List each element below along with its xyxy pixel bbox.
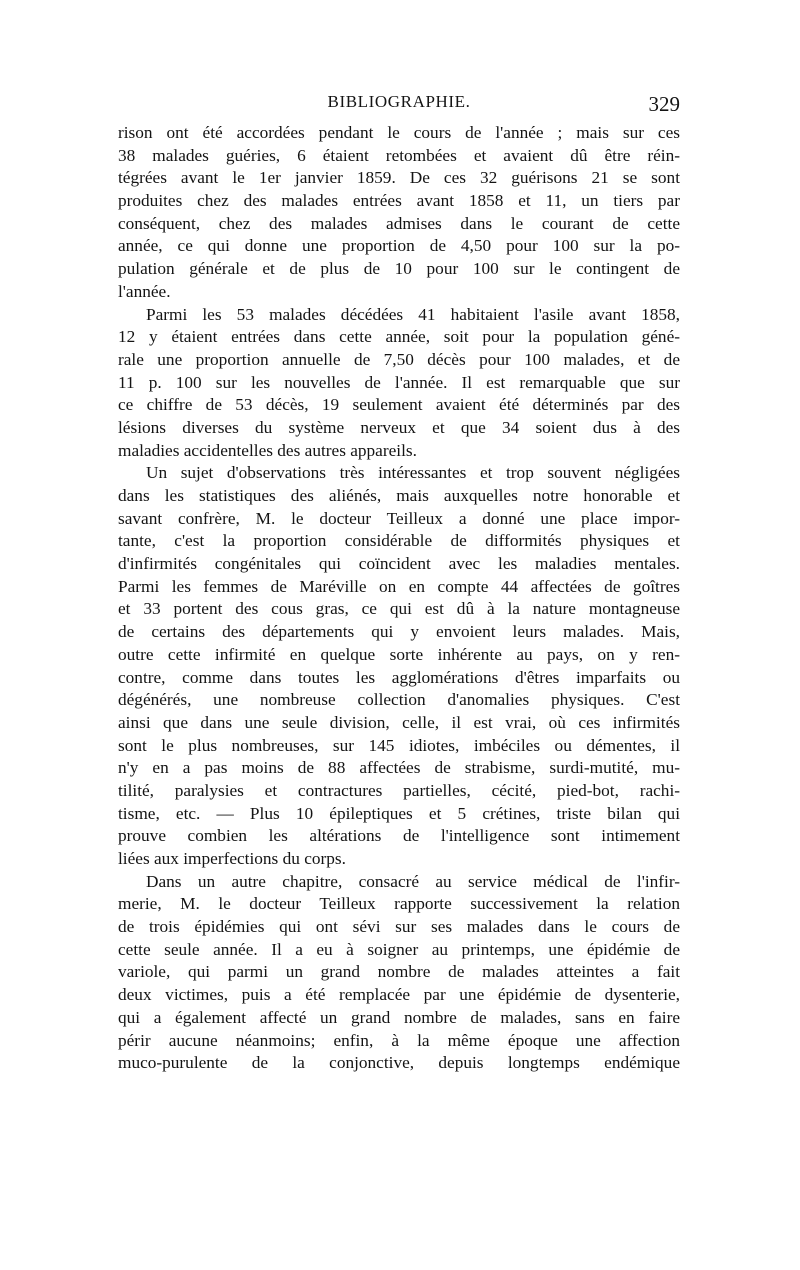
- text-line: outre cette infirmité en quelque sorte inhérente au pays, on y ren-: [118, 644, 680, 664]
- text-line: année, ce qui donne une proportion de 4,50 pour 100 sur la po-: [118, 236, 680, 256]
- text-line: tante, c'est la proportion considérable de difformités physiques et: [118, 531, 680, 551]
- text-line: prouve combien les altérations de l'intelligence sont intimement: [118, 826, 680, 846]
- text-line: 12 y étaient entrées dans cette année, soit pour la population géné-: [118, 327, 680, 347]
- text-line: merie, M. le docteur Teilleux rapporte successivement la relation: [118, 894, 680, 914]
- text-line: sont le plus nombreuses, sur 145 idiotes, imbéciles ou démentes, il: [118, 735, 680, 755]
- text-line: maladies accidentelles des autres appareils.: [118, 440, 417, 460]
- body-text: [118, 122, 680, 1075]
- text-line: tisme, etc. — Plus 10 épileptiques et 5 crétines, triste bilan qui: [118, 803, 680, 823]
- text-line: contre, comme dans toutes les agglomérations d'êtres imparfaits ou: [118, 667, 680, 687]
- text-line: dans les statistiques des aliénés, mais auxquelles notre honorable et: [118, 486, 680, 505]
- text-line: savant confrère, M. le docteur Teilleux a donné une place impor-: [118, 508, 680, 528]
- text-line: rale une proportion annuelle de 7,50 décès pour 100 malades, et de: [118, 349, 680, 369]
- text-line: d'infirmités congénitales qui coïncident avec les maladies mentales.: [118, 554, 680, 574]
- text-line: deux victimes, puis a été remplacée par une épidémie de dysenterie,: [118, 985, 680, 1005]
- text-line: périr aucune néanmoins; enfin, à la même époque une affection: [118, 1030, 680, 1050]
- text-line: 11 p. 100 sur les nouvelles de l'année. Il est remarquable que sur: [118, 372, 680, 392]
- text-line: variole, qui parmi un grand nombre de malades atteintes a fait: [118, 962, 680, 982]
- text-line: muco-purulente de la conjonctive, depuis longtemps endémique: [118, 1053, 680, 1073]
- text-line: ce chiffre de 53 décès, 19 seulement avaient été déterminés par des: [118, 395, 680, 415]
- text-line: de trois épidémies qui ont sévi sur ses malades dans le cours de: [118, 917, 680, 937]
- text-line: n'y en a pas moins de 88 affectées de strabisme, surdi-mutité, mu-: [118, 758, 680, 778]
- text-line: ainsi que dans une seule division, celle, il est vrai, où ces infirmités: [118, 712, 680, 732]
- page-number: 329: [648, 92, 680, 116]
- text-line: rison ont été accordées pendant le cours de l'année ; mais sur ces: [118, 123, 680, 142]
- text-line: Parmi les femmes de Maréville on en compte 44 affectées de goîtres: [118, 576, 680, 596]
- text-line: Parmi les 53 malades décédées 41 habitaient l'asile avant 1858,: [146, 304, 680, 324]
- text-line: Dans un autre chapitre, consacré au service médical de l'infir-: [146, 871, 680, 891]
- text-line: qui a également affecté un grand nombre de malades, sans en faire: [118, 1007, 680, 1027]
- text-line: dégénérés, une nombreuse collection d'anomalies physiques. C'est: [118, 690, 680, 710]
- text-line: l'année.: [118, 281, 171, 301]
- text-line: pulation générale et de plus de 10 pour 100 sur le contingent de: [118, 259, 680, 279]
- text-line: et 33 portent des cous gras, ce qui est dû à la nature montagneuse: [118, 599, 680, 619]
- text-line: lésions diverses du système nerveux et que 34 soient dus à des: [118, 417, 680, 437]
- running-title: BIBLIOGRAPHIE.: [327, 92, 471, 111]
- text-line: tégrées avant le 1er janvier 1859. De ces 32 guérisons 21 se sont: [118, 168, 680, 188]
- text-line: tilité, paralysies et contractures partielles, cécité, pied-bot, rachi-: [118, 780, 680, 800]
- text-line: de certains des départements qui y envoient leurs malades. Mais,: [118, 622, 680, 642]
- running-head: [118, 92, 680, 118]
- text-line: Un sujet d'observations très intéressantes et trop souvent négligées: [146, 463, 680, 483]
- text-line: liées aux imperfections du corps.: [118, 849, 346, 868]
- text-line: 38 malades guéries, 6 étaient retombées et avaient dû être réin-: [118, 145, 680, 165]
- text-line: conséquent, chez des malades admises dans le courant de cette: [118, 213, 680, 233]
- text-line: cette seule année. Il a eu à soigner au printemps, une épidémie de: [118, 939, 680, 959]
- text-line: produites chez des malades entrées avant 1858 et 11, un tiers par: [118, 191, 680, 211]
